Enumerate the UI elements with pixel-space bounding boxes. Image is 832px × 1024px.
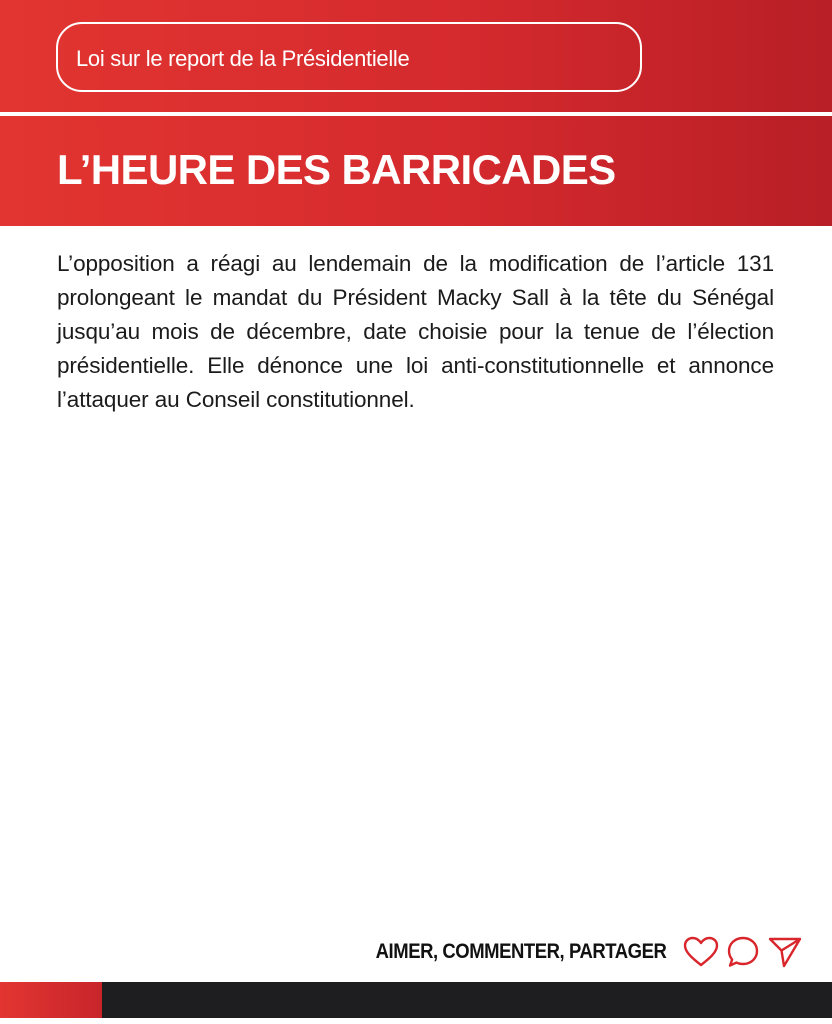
headline: L’HEURE DES BARRICADES <box>57 146 616 193</box>
article-body: L’opposition a réagi au lendemain de la modification de l’article 131 prolongeant le mandat du Président Macky Sall à la tête du Sénégal jusqu’au mois de décembre, date choisie pour la tenue de l’élection présidentielle. Elle dénonce une loi anti-constitutionnelle et annonce l’attaquer au Conseil constitutionnel. <box>57 251 774 412</box>
footer-accent <box>0 982 102 1018</box>
footer-bar <box>0 982 832 1018</box>
cta-label: AIMER, COMMENTER, PARTAGER <box>375 940 666 963</box>
heart-icon[interactable] <box>682 933 720 971</box>
header-divider <box>0 112 832 116</box>
share-icon[interactable] <box>766 933 804 971</box>
social-actions <box>336 932 804 972</box>
topic-pill <box>56 22 642 92</box>
comment-icon[interactable] <box>724 933 762 971</box>
header-banner <box>0 0 832 226</box>
topic-label: Loi sur le report de la Présidentielle <box>76 46 410 71</box>
